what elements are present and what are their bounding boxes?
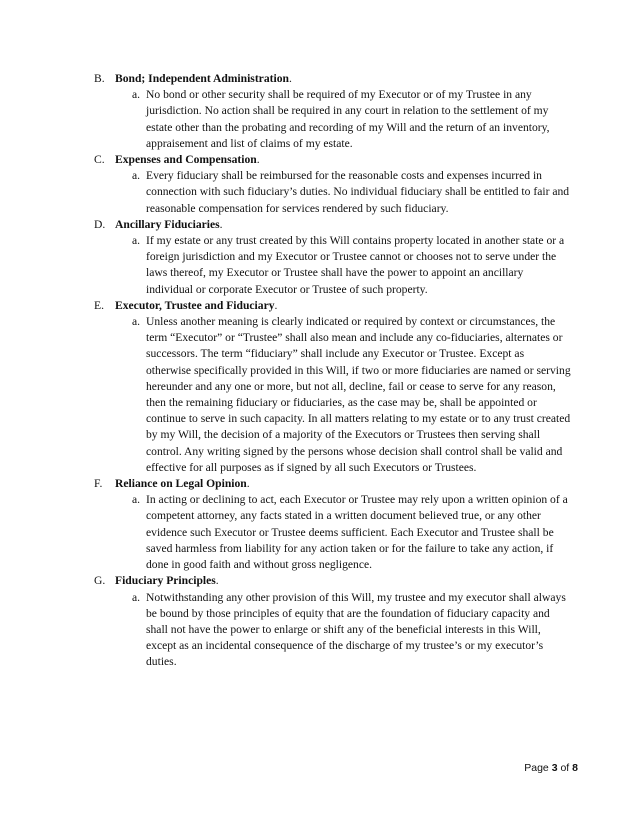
- section-title: Reliance on Legal Opinion: [115, 477, 247, 491]
- item-text: Every fiduciary shall be reimbursed for the reasonable costs and expenses incurred in connection with such fiduciary’s duties. No individual fiduciary shall be entitled to fair and reasonable compensation for services rendered by such fiduciary.: [146, 169, 570, 215]
- item-text: Notwithstanding any other provision of this Will, my trustee and my executor shall always be bound by those principles of equity that are the foundation of fiduciary capacity and shall not have the power to enlarge or shift any of the beneficial interests in this Will, except as an incidental consequence of the discharge of my trustee’s or my executor’s duties.: [146, 590, 566, 669]
- item-text: Unless another meaning is clearly indicated or required by context or circumstances, the term “Executor” or “Trustee” shall also mean and include any co-fiduciaries, alternates or successors. The term “fiduciary” shall include any Executor or Trustee. Except as otherwise specifically provided in this Will, if two or more fiduciaries are named or serving hereunder and any one or more, but not all, decline, fail or cease to serve for any reason, then the remaining fiduciary or fiduciaries, as the case may be, shall be appointed or continue to serve in such capacity. In all matters relating to my estate or to any trust created by my Will, the decision of a majority of the Executors or Trustees then serving shall control. Any writing signed by the persons whose decision shall control shall be valid and effective for all purposes as if signed by all such Executors or Trustees.: [146, 315, 571, 474]
- list-item: a. In acting or declining to act, each Executor or Trustee may rely upon a written opinion of a competent attorney, any facts stated in a written document believed true, or any other evidence such Executor or Trustee deems sufficient. Each Executor and Trustee shall be saved harmless from liability for any action taken or for the failure to take any action, if done in good faith and without gross negligence.: [132, 492, 572, 573]
- section-heading: C. Expenses and Compensation.: [94, 152, 572, 168]
- section-letter: D.: [94, 217, 106, 231]
- section-title: Expenses and Compensation: [115, 153, 257, 167]
- section-letter: G.: [94, 574, 106, 588]
- section-f: [94, 476, 572, 573]
- section-heading: D. Ancillary Fiduciaries.: [94, 217, 572, 233]
- section-heading: G. Fiduciary Principles.: [94, 573, 572, 589]
- list-item: a. If my estate or any trust created by this Will contains property located in another state or a foreign jurisdiction and my Executor or Trustee cannot or chooses not to serve under the laws thereof, my Executor or Trustee shall have the power to appoint an ancillary individual or corporate Executor or Trustee of such property.: [132, 233, 572, 298]
- current-page: 3: [551, 762, 558, 774]
- item-text: If my estate or any trust created by this Will contains property located in another state or a foreign jurisdiction and my Executor or Trustee cannot or chooses not to serve under the laws thereof, my Executor or Trustee shall have the power to appoint an ancillary individual or corporate Executor or Trustee of such property.: [146, 234, 565, 296]
- section-c: [94, 152, 572, 217]
- document-body: [94, 71, 572, 671]
- section-letter: E.: [94, 298, 104, 312]
- list-item: a. Every fiduciary shall be reimbursed for the reasonable costs and expenses incurred in connection with such fiduciary’s duties. No individual fiduciary shall be entitled to fair and reasonable compensation for services rendered by such fiduciary.: [132, 168, 572, 217]
- list-item: a. Notwithstanding any other provision of this Will, my trustee and my executor shall always be bound by those principles of equity that are the foundation of fiduciary capacity and shall not have the power to enlarge or shift any of the beneficial interests in this Will, except as an incidental consequence of the discharge of my trustee’s or my executor’s duties.: [132, 590, 572, 671]
- section-b: [94, 71, 572, 152]
- section-title: Fiduciary Principles: [115, 574, 216, 588]
- section-heading: E. Executor, Trustee and Fiduciary.: [94, 298, 572, 314]
- total-pages: 8: [572, 762, 578, 774]
- page-number-footer: Page 3 of 8: [524, 762, 578, 774]
- item-text: No bond or other security shall be required of my Executor or of my Trustee in any jurisdiction. No action shall be required in any court in relation to the settlement of my estate other than the probating and recording of my Will and the return of an inventory, appraisement and list of claims of my estate.: [146, 88, 550, 150]
- section-letter: F.: [94, 477, 103, 491]
- list-item: a. Unless another meaning is clearly indicated or required by context or circumstances, the term “Executor” or “Trustee” shall also mean and include any co-fiduciaries, alternates or successors. The term “fiduciary” shall include any Executor or Trustee. Except as otherwise specifically provided in this Will, if two or more fiduciaries are named or serving hereunder and any one or more, but not all, decline, fail or cease to serve for any reason, then the remaining fiduciary or fiduciaries, as the case may be, shall be appointed or continue to serve in such capacity. In all matters relating to my estate or to any trust created by my Will, the decision of a majority of the Executors or Trustees then serving shall control. Any writing signed by the persons whose decision shall control shall be valid and effective for all purposes as if signed by all such Executors or Trustees.: [132, 314, 572, 476]
- section-letter: C.: [94, 153, 105, 167]
- section-title: Ancillary Fiduciaries: [115, 217, 220, 231]
- section-e: [94, 298, 572, 476]
- list-item: a. No bond or other security shall be required of my Executor or of my Trustee in any jurisdiction. No action shall be required in any court in relation to the settlement of my estate other than the probating and recording of my Will and the return of an inventory, appraisement and list of claims of my estate.: [132, 87, 572, 152]
- section-letter: B.: [94, 72, 105, 85]
- section-d: [94, 217, 572, 298]
- item-text: In acting or declining to act, each Executor or Trustee may rely upon a written opinion of a competent attorney, any facts stated in a written document believed true, or any other evidence such Executor or Trustee deems sufficient. Each Executor and Trustee shall be saved harmless from liability for any action taken or for the failure to take any action, if done in good faith and without gross negligence.: [146, 493, 568, 572]
- section-title: Executor, Trustee and Fiduciary: [115, 298, 275, 312]
- section-heading: B. Bond; Independent Administration.: [94, 71, 572, 87]
- section-title: Bond; Independent Administration: [115, 72, 289, 85]
- section-g: [94, 573, 572, 670]
- section-heading: F. Reliance on Legal Opinion.: [94, 476, 572, 492]
